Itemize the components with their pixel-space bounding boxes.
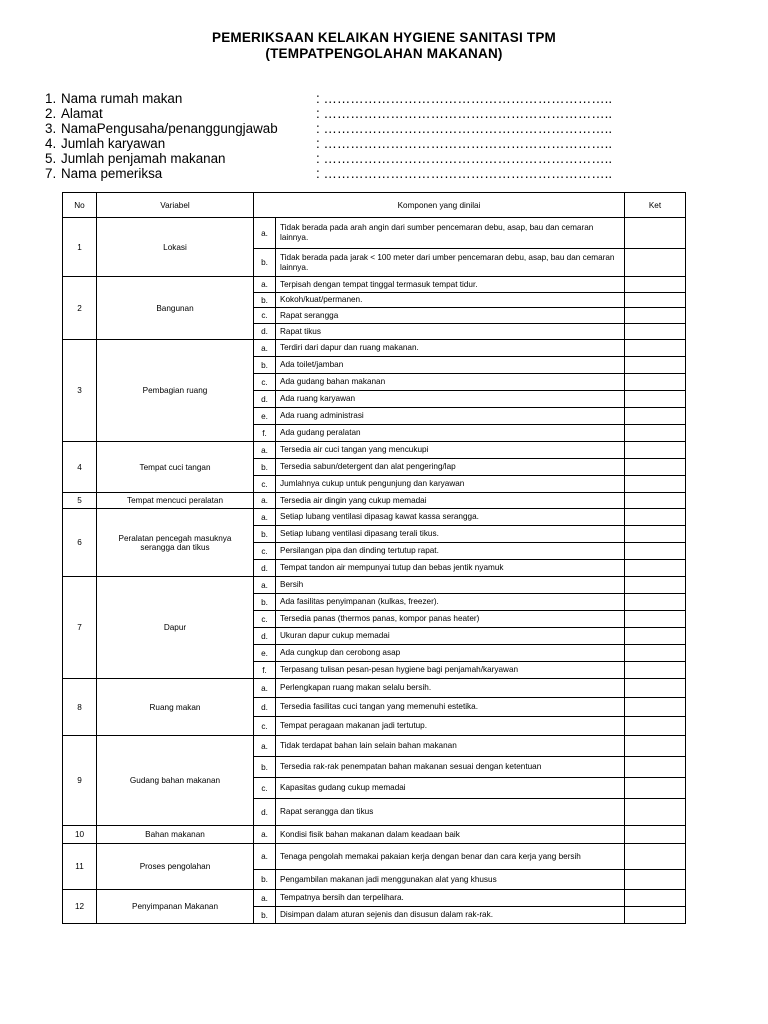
item-component: Tersedia fasilitas cuci tangan yang memenuhi estetika. [276,698,625,717]
item-letter: b. [254,757,276,778]
header-no: No [63,193,97,218]
item-letter: a. [254,844,276,870]
field-blank: : ……………………………………………………….. [316,166,613,182]
item-letter: c. [254,543,276,560]
item-component: Rapat serangga [276,308,625,324]
item-component: Disimpan dalam aturan sejenis dan disusun dalam rak-rak. [276,907,625,924]
item-ket-cell[interactable] [625,870,686,890]
item-component: Tidak terdapat bahan lain selain bahan makanan [276,736,625,757]
item-letter: a. [254,218,276,249]
item-letter: c. [254,717,276,736]
item-ket-cell[interactable] [625,526,686,543]
table-row [63,826,686,844]
item-component: Ada cungkup dan cerobong asap [276,645,625,662]
row-number: 7 [63,577,97,679]
item-component: Terpisah dengan tempat tinggal termasuk tempat tidur. [276,277,625,293]
item-ket-cell[interactable] [625,679,686,698]
field-label: Nama pemeriksa [61,166,163,182]
field-label: Nama rumah makan [61,91,183,106]
item-letter: a. [254,509,276,526]
row-number: 8 [63,679,97,736]
item-letter: a. [254,340,276,357]
item-component: Ada ruang administrasi [276,408,625,425]
item-component: Ada ruang karyawan [276,391,625,408]
item-ket-cell[interactable] [625,218,686,249]
item-letter: a. [254,577,276,594]
item-ket-cell[interactable] [625,408,686,425]
item-component: Kapasitas gudang cukup memadai [276,778,625,799]
item-letter: e. [254,645,276,662]
row-number: 5 [63,493,97,509]
row-variable: Pembagian ruang [97,340,254,442]
table-row [63,493,686,509]
row-variable: Peralatan pencegah masuknya serangga dan tikus [97,509,254,577]
item-component: Tempat tandon air mempunyai tutup dan bebas jentik nyamuk [276,560,625,577]
row-variable: Penyimpanan Makanan [97,890,254,924]
item-letter: b. [254,907,276,924]
item-ket-cell[interactable] [625,476,686,493]
item-component: Pengambilan makanan jadi menggunakan alat yang khusus [276,870,625,890]
row-variable: Ruang makan [97,679,254,736]
item-ket-cell[interactable] [625,249,686,277]
document-title: PEMERIKSAAN KELAIKAN HYGIENE SANITASI TPM [212,30,556,45]
item-component: Tersedia panas (thermos panas, kompor panas heater) [276,611,625,628]
item-ket-cell[interactable] [625,844,686,870]
item-letter: c. [254,611,276,628]
item-letter: d. [254,698,276,717]
item-letter: b. [254,459,276,476]
checklist-table [62,192,686,924]
field-blank: : ……………………………………………………….. [316,136,613,152]
row-number: 12 [63,890,97,924]
row-variable: Bangunan [97,277,254,340]
table-row [63,890,686,907]
item-component: Perlengkapan ruang makan selalu bersih. [276,679,625,698]
item-ket-cell[interactable] [625,442,686,459]
header-komponen: Komponen yang dinilai [254,193,625,218]
item-ket-cell[interactable] [625,628,686,645]
field-label: Alamat [61,106,103,122]
row-number: 10 [63,826,97,844]
field-label: Jumlah penjamah makanan [61,151,226,167]
item-letter: a. [254,442,276,459]
item-letter: e. [254,408,276,425]
row-number: 11 [63,844,97,890]
item-letter: f. [254,425,276,442]
table-row [63,277,686,293]
item-component: Bersih [276,577,625,594]
item-letter: b. [254,293,276,308]
item-component: Ada toilet/jamban [276,357,625,374]
item-letter: b. [254,249,276,277]
field-blank: : ……………………………………………………….. [316,151,613,167]
field-blank: : ……………………………………………………….. [316,121,613,137]
row-variable: Proses pengolahan [97,844,254,890]
item-letter: a. [254,493,276,509]
item-letter: b. [254,357,276,374]
row-variable: Tempat cuci tangan [97,442,254,493]
row-number: 2 [63,277,97,340]
item-ket-cell[interactable] [625,308,686,324]
item-ket-cell[interactable] [625,736,686,757]
document-subtitle: (TEMPATPENGOLAHAN MAKANAN) [265,46,503,61]
item-ket-cell[interactable] [625,391,686,408]
item-component: Tersedia air dingin yang cukup memadai [276,493,625,509]
item-letter: f. [254,662,276,679]
item-component: Tempatnya bersih dan terpelihara. [276,890,625,907]
row-variable: Gudang bahan makanan [97,736,254,826]
field-number: 1. [45,91,57,106]
row-number: 4 [63,442,97,493]
item-ket-cell[interactable] [625,493,686,509]
row-variable: Bahan makanan [97,826,254,844]
item-component: Tenaga pengolah memakai pakaian kerja dengan benar dan cara kerja yang bersih [276,844,625,870]
item-component: Tidak berada pada jarak < 100 meter dari umber pencemaran debu, asap, bau dan cemaran lainnya. [276,249,625,277]
item-ket-cell[interactable] [625,509,686,526]
table-row [63,736,686,757]
item-letter: c. [254,308,276,324]
item-component: Tersedia air cuci tangan yang mencukupi [276,442,625,459]
field-label: Jumlah karyawan [61,136,166,152]
table-row [63,679,686,698]
item-ket-cell[interactable] [625,907,686,924]
item-ket-cell[interactable] [625,611,686,628]
item-component: Kondisi fisik bahan makanan dalam keadaan baik [276,826,625,844]
item-letter: a. [254,736,276,757]
item-ket-cell[interactable] [625,717,686,736]
item-component: Rapat serangga dan tikus [276,799,625,826]
row-variable: Tempat mencuci peralatan [97,493,254,509]
table-row [63,218,686,249]
item-letter: c. [254,374,276,391]
item-ket-cell[interactable] [625,890,686,907]
field-number: 7. [45,166,57,182]
item-component: Kokoh/kuat/permanen. [276,293,625,308]
item-ket-cell[interactable] [625,374,686,391]
item-component: Tersedia rak-rak penempatan bahan makanan sesuai dengan ketentuan [276,757,625,778]
item-letter: a. [254,679,276,698]
item-letter: a. [254,890,276,907]
item-component: Persilangan pipa dan dinding tertutup rapat. [276,543,625,560]
item-ket-cell[interactable] [625,459,686,476]
row-number: 1 [63,218,97,277]
row-number: 9 [63,736,97,826]
field-number: 5. [45,151,57,167]
item-letter: a. [254,826,276,844]
table-row [63,509,686,526]
field-blank: : ……………………………………………………….. [316,106,613,122]
row-variable: Dapur [97,577,254,679]
item-ket-cell[interactable] [625,698,686,717]
item-component: Ada gudang bahan makanan [276,374,625,391]
item-component: Setiap lubang ventilasi dipasang terali tikus. [276,526,625,543]
item-ket-cell[interactable] [625,560,686,577]
table-row [63,577,686,594]
item-ket-cell[interactable] [625,324,686,340]
item-ket-cell[interactable] [625,778,686,799]
item-ket-cell[interactable] [625,340,686,357]
table-row [63,844,686,870]
field-label: NamaPengusaha/penanggungjawab [61,121,278,137]
item-ket-cell[interactable] [625,543,686,560]
item-component: Rapat tikus [276,324,625,340]
row-number: 6 [63,509,97,577]
table-row [63,442,686,459]
item-component: Ada gudang peralatan [276,425,625,442]
item-letter: a. [254,277,276,293]
item-ket-cell[interactable] [625,757,686,778]
item-letter: d. [254,560,276,577]
item-component: Ukuran dapur cukup memadai [276,628,625,645]
item-component: Terdiri dari dapur dan ruang makanan. [276,340,625,357]
item-component: Terpasang tulisan pesan-pesan hygiene bagi penjamah/karyawan [276,662,625,679]
header-variabel: Variabel [97,193,254,218]
item-ket-cell[interactable] [625,826,686,844]
table-body [63,218,686,924]
item-component: Ada fasilitas penyimpanan (kulkas, freezer). [276,594,625,611]
field-number: 2. [45,106,57,122]
item-letter: b. [254,594,276,611]
field-number: 3. [45,121,57,137]
item-ket-cell[interactable] [625,594,686,611]
item-letter: b. [254,870,276,890]
item-letter: c. [254,476,276,493]
item-ket-cell[interactable] [625,277,686,293]
item-ket-cell[interactable] [625,662,686,679]
row-variable: Lokasi [97,218,254,277]
item-component: Jumlahnya cukup untuk pengunjung dan karyawan [276,476,625,493]
item-letter: d. [254,628,276,645]
item-letter: d. [254,324,276,340]
item-ket-cell[interactable] [625,799,686,826]
table-row [63,340,686,357]
item-letter: b. [254,526,276,543]
field-blank: : ……………………………………………………….. [316,91,613,106]
header-ket: Ket [625,193,686,218]
item-ket-cell[interactable] [625,645,686,662]
item-component: Setiap lubang ventilasi dipasag kawat kassa serangga. [276,509,625,526]
item-component: Tersedia sabun/detergent dan alat pengering/lap [276,459,625,476]
item-letter: c. [254,778,276,799]
item-letter: d. [254,391,276,408]
item-ket-cell[interactable] [625,425,686,442]
item-component: Tidak berada pada arah angin dari sumber pencemaran debu, asap, bau dan cemaran lainnya. [276,218,625,249]
item-ket-cell[interactable] [625,293,686,308]
item-ket-cell[interactable] [625,357,686,374]
table-header-row [63,193,686,218]
field-number: 4. [45,136,57,152]
item-ket-cell[interactable] [625,577,686,594]
row-number: 3 [63,340,97,442]
item-letter: d. [254,799,276,826]
item-component: Tempat peragaan makanan jadi tertutup. [276,717,625,736]
